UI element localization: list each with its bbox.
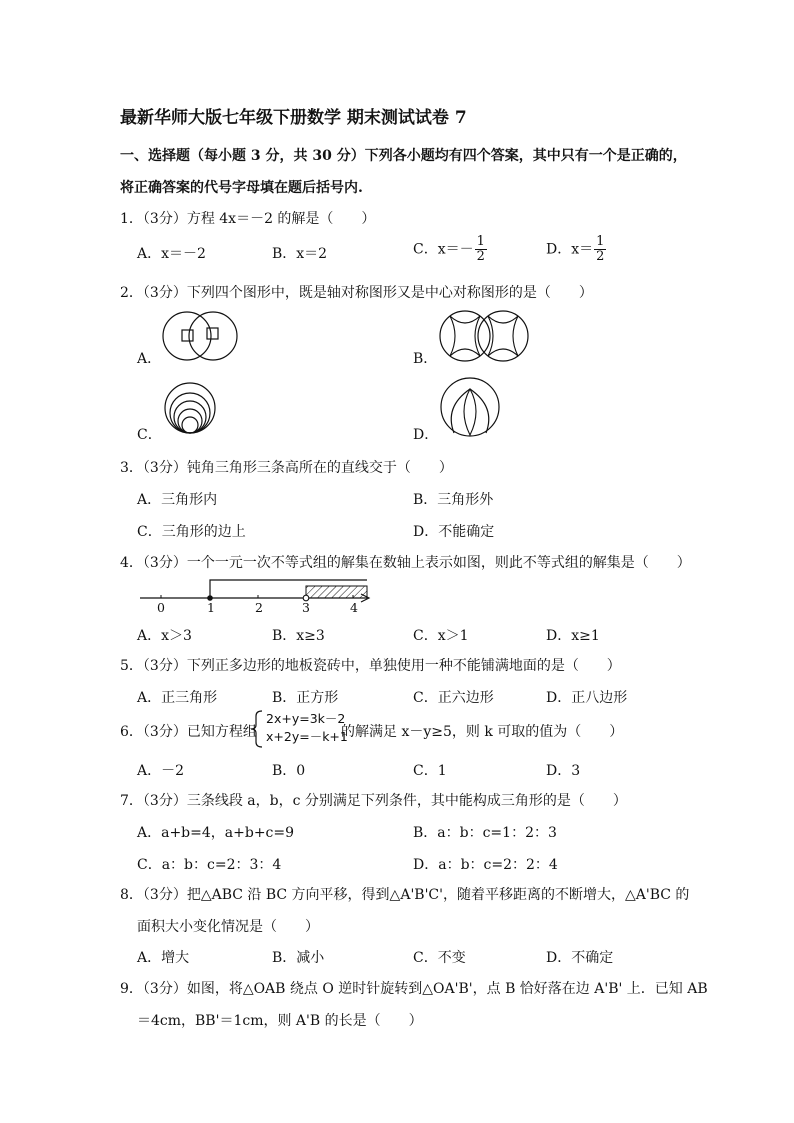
q3-option-d: D．不能确定 (413, 524, 495, 540)
q6-option-c: C．1 (413, 763, 447, 779)
q8-option-c: C．不变 (413, 950, 466, 966)
q4-option-a: A．x＞3 (137, 628, 192, 644)
q2-option-a: A． (137, 351, 162, 367)
question-6-prefix: 6．（3分）已知方程组 (120, 724, 257, 740)
question-3: 3．（3分）钝角三角形三条高所在的直线交于（ ） (120, 460, 453, 476)
q5-option-c: C．正六边形 (413, 690, 494, 706)
q6-option-d: D．3 (546, 763, 581, 779)
question-9-line1: 9．（3分）如图，将△OAB 绕点 O 逆时针旋转到△OA'B'，点 B 恰好落在边 A'B' 上．已知 AB (120, 981, 708, 997)
q2-option-b: B． (413, 351, 438, 367)
q4-option-d: D．x≥1 (546, 628, 600, 644)
q1-option-c (413, 235, 487, 264)
question-9-line2: ＝4cm，BB'＝1cm，则 A'B 的长是（ ） (137, 1013, 423, 1029)
figure-c-nested-circles (164, 382, 216, 434)
axis-label-4: 4 (350, 600, 358, 615)
question-2: 2．（3分）下列四个图形中，既是轴对称图形又是中心对称图形的是（ ） (120, 285, 593, 301)
q1-option-c-fraction (475, 235, 487, 264)
figure-d-lens (440, 377, 500, 437)
q1-option-d-fraction (594, 235, 606, 264)
q5-option-b: B．正方形 (272, 690, 339, 706)
q8-option-b: B．减小 (272, 950, 325, 966)
question-6-suffix: 的解满足 x－y≥5，则 k 可取的值为（ ） (341, 724, 624, 740)
q1-option-b: B．x＝2 (272, 246, 328, 262)
q7-option-a: A．a+b=4，a+b+c=9 (137, 825, 295, 841)
q1-option-a: A．x＝－2 (137, 246, 206, 262)
figure-a-coins (162, 310, 242, 362)
axis-label-1: 1 (207, 600, 215, 615)
question-4: 4．（3分）一个一元一次不等式组的解集在数轴上表示如图，则此不等式组的解集是（ ） (120, 555, 691, 571)
q4-option-c: C．x＞1 (413, 628, 469, 644)
page-title: 最新华师大版七年级下册数学 期末测试试卷 7 (120, 108, 467, 128)
equation-lines (266, 710, 348, 746)
q1-option-d (546, 235, 606, 264)
axis-label-3: 3 (302, 600, 310, 615)
equation-2: x+2y=－k+1 (266, 729, 348, 744)
q5-option-a: A．正三角形 (137, 690, 218, 706)
q4-option-b: B．x≥3 (272, 628, 325, 644)
q3-option-c: C．三角形的边上 (137, 524, 246, 540)
axis-label-0: 0 (157, 600, 165, 615)
axis-label-2: 2 (255, 600, 263, 615)
question-1: 1．（3分）方程 4x＝－2 的解是（ ） (120, 211, 376, 227)
question-5: 5．（3分）下列正多边形的地板瓷砖中，单独使用一种不能铺满地面的是（ ） (120, 658, 621, 674)
q3-option-b: B．三角形外 (413, 492, 494, 508)
fraction-numerator: 1 (476, 234, 485, 249)
figure-b-circles (440, 308, 530, 364)
section-heading-line1: 一、选择题（每小题 3 分，共 30 分）下列各小题均有四个答案，其中只有一个是正确的， (120, 148, 687, 164)
q6-option-a: A．－2 (137, 763, 185, 779)
q5-option-d: D．正八边形 (546, 690, 628, 706)
question-7: 7．（3分）三条线段 a，b，c 分别满足下列条件，其中能构成三角形的是（ ） (120, 793, 627, 809)
q1-option-d-label: D．x＝ (546, 241, 594, 258)
q3-option-a: A．三角形内 (137, 492, 218, 508)
q2-option-c: C． (137, 427, 162, 443)
question-8-line1: 8．（3分）把△ABC 沿 BC 方向平移，得到△A'B'C'，随着平移距离的不断增大，△A'BC 的 (120, 887, 690, 903)
fraction-numerator: 1 (596, 234, 605, 249)
q8-option-a: A．增大 (137, 950, 190, 966)
question-8-line2: 面积大小变化情况是（ ） (137, 919, 319, 935)
fraction-denominator: 2 (476, 249, 485, 264)
q2-option-d: D． (413, 427, 439, 443)
q8-option-d: D．不确定 (546, 950, 614, 966)
left-brace (250, 710, 264, 748)
fraction-denominator: 2 (596, 249, 605, 264)
q7-option-d: D．a：b：c=2：2：4 (413, 857, 558, 873)
section-heading-line2: 将正确答案的代号字母填在题后括号内. (120, 180, 363, 196)
q1-option-c-label: C．x＝－ (413, 241, 474, 258)
equation-1: 2x+y=3k－2 (266, 711, 346, 726)
q7-option-b: B．a：b：c=1：2：3 (413, 825, 557, 841)
q6-option-b: B．0 (272, 763, 306, 779)
q7-option-c: C．a：b：c=2：3：4 (137, 857, 282, 873)
